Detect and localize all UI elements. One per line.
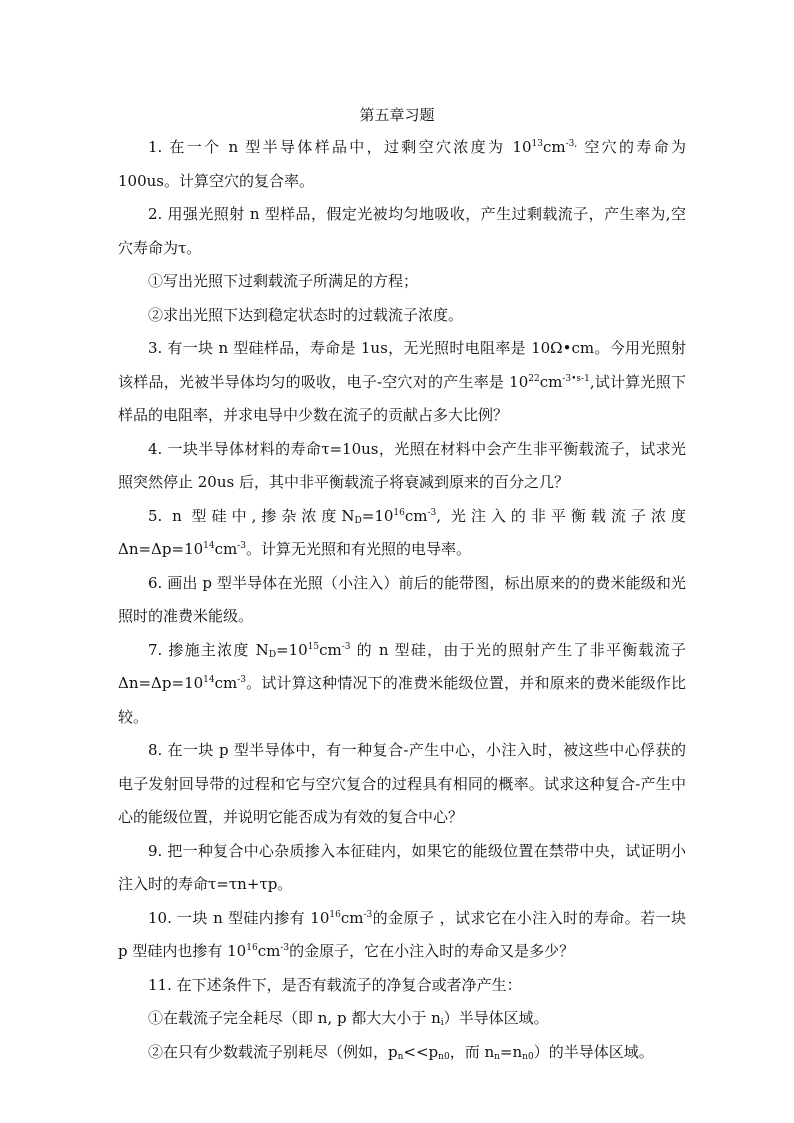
part-text: ②在只有少数载流子别耗尽（例如，p (148, 1042, 398, 1061)
problem-7-text-mid: 的 n 型硅，由于光的照射产生了非平衡载流子Δn=Δp=10 (118, 640, 686, 692)
problem-11: 11. 在下述条件下，是否有载流子的净复合或者净产生： (148, 975, 522, 994)
problem-1 (118, 131, 686, 198)
problem-7-text: 7. 掺施主浓度 N (148, 640, 269, 659)
problem-1-text-end: 空穴的寿命为 100us。计算空穴的复合率。 (118, 138, 686, 190)
problem-10-text: 10. 一块 n 型硅内掺有 10 (148, 908, 330, 927)
problem-3-text: 3. 有一块 n 型硅样品，寿命是 1us，无光照时电阻率是 10Ω•cm。今用光照射该样品，光被半导体均匀的吸收，电子-空穴对的产生率是 10 (118, 339, 686, 391)
subscript: n0 (438, 1051, 450, 1062)
unit: cm (257, 942, 281, 960)
part-text-end: ）的半导体区域。 (533, 1042, 654, 1061)
value: =10 (361, 506, 394, 525)
subscript: i (440, 1018, 444, 1028)
problem-10 (118, 902, 686, 969)
problem-2: 2. 用强光照射 n 型样品，假定光被均匀地吸收，产生过剩载流子，产生率为,空穴寿命为τ。 (118, 205, 686, 257)
exponent: -3 (280, 943, 290, 953)
problem-7-text-end: 。试计算这种情况下的准费米能级位置，并和原来的费米能级作比较。 (118, 674, 686, 726)
unit: cm (214, 674, 238, 692)
exponent: 22 (528, 373, 540, 384)
subscript: n (397, 1051, 404, 1062)
unit: cm (214, 540, 238, 558)
unit: cm (542, 138, 566, 156)
unit: cm (404, 506, 428, 525)
exponent: 14 (203, 675, 215, 685)
value: =10 (276, 640, 308, 659)
exponent: -3 (237, 541, 247, 551)
problem-7 (118, 634, 686, 735)
subscript: n (494, 1051, 500, 1062)
problem-5 (118, 500, 686, 567)
part-text-end: ）半导体区域。 (443, 1009, 549, 1027)
problem-3-text-end: ,试计算光照下样品的电阻率，并求电导中少数在流子的贡献占多大比例？ (118, 372, 686, 424)
exponent: 16 (393, 507, 405, 518)
problem-2-part-1: ①写出光照下过剩载流子所满足的方程； (148, 272, 419, 290)
problem-5-text-end: 。计算无光照和有光照的电导率。 (246, 540, 472, 558)
problem-5-text: 5. n 型硅中,掺杂浓度N (148, 506, 355, 525)
subscript: D (354, 515, 362, 526)
part-text: <<p (403, 1042, 439, 1061)
exponent: 15 (307, 641, 320, 652)
page-title: 第五章习题 (359, 106, 435, 124)
problem-6: 6. 画出 p 型半导体在光照（小注入）前后的能带图，标出原来的的费米能级和光照时的准费米能级。 (118, 573, 686, 625)
unit: cm (340, 908, 364, 927)
exponent: -3 (427, 507, 437, 518)
problem-9: 9. 把一种复合中心杂质掺入本征硅内，如果它的能级位置在禁带中央，试证明小注入时的寿命τ=τn+τp。 (118, 841, 686, 893)
exponent: 14 (203, 541, 215, 551)
problem-2-part-2: ②求出光照下达到稳定状态时的过载流子浓度。 (148, 305, 464, 324)
exponent: -3•s-1 (562, 373, 590, 384)
problem-1-text: 1. 在一个 n 型半导体样品中，过剩空穴浓度为 10 (148, 138, 532, 156)
subscript: D (268, 649, 277, 660)
unit: cm (319, 640, 342, 659)
problem-11-part-2 (118, 1036, 686, 1070)
part-text: =n (499, 1042, 523, 1061)
problem-10-text-mid: 的金原子 ，试求它在小注入时的寿命。若一块 p 型硅内也掺有 10 (118, 908, 686, 960)
problem-3 (118, 332, 686, 433)
problem-10-text-end: 的金原子，它在小注入时的寿命又是多少？ (289, 942, 575, 960)
unit: cm (539, 372, 563, 391)
problem-8: 8. 在一块 p 型半导体中，有一种复合-产生中心，小注入时，被这些中心俘获的电子发射回导带的过程和它与空穴复合的过程具有相同的概率。试求这种复合-产生中心的能级位置，并说明它能否成为有效的复合中心？ (118, 741, 686, 826)
problem-4: 4. 一块半导体材料的寿命τ=10us，光照在材料中会产生非平衡载流子，试求光照突然停止 20us 后，其中非平衡载流子将衰减到原来的百分之几？ (118, 439, 686, 491)
subscript: n0 (522, 1051, 534, 1062)
exponent: -3 (341, 641, 351, 652)
part-text: ，而 n (449, 1042, 495, 1061)
exponent: -3 (363, 909, 373, 920)
exponent: 13 (531, 139, 543, 149)
exponent: -3, (565, 139, 578, 149)
problem-5-text-mid: , 光注入的非平衡载流子浓度Δn=Δp=10 (118, 506, 686, 558)
exponent: 16 (329, 909, 341, 920)
problem-list (118, 131, 686, 1069)
part-text: ①在载流子完全耗尽（即 n, p 都大大小于 n (148, 1009, 441, 1027)
exponent: 16 (246, 943, 258, 953)
problem-11-part-1 (118, 1002, 686, 1036)
exponent: -3 (237, 675, 247, 685)
